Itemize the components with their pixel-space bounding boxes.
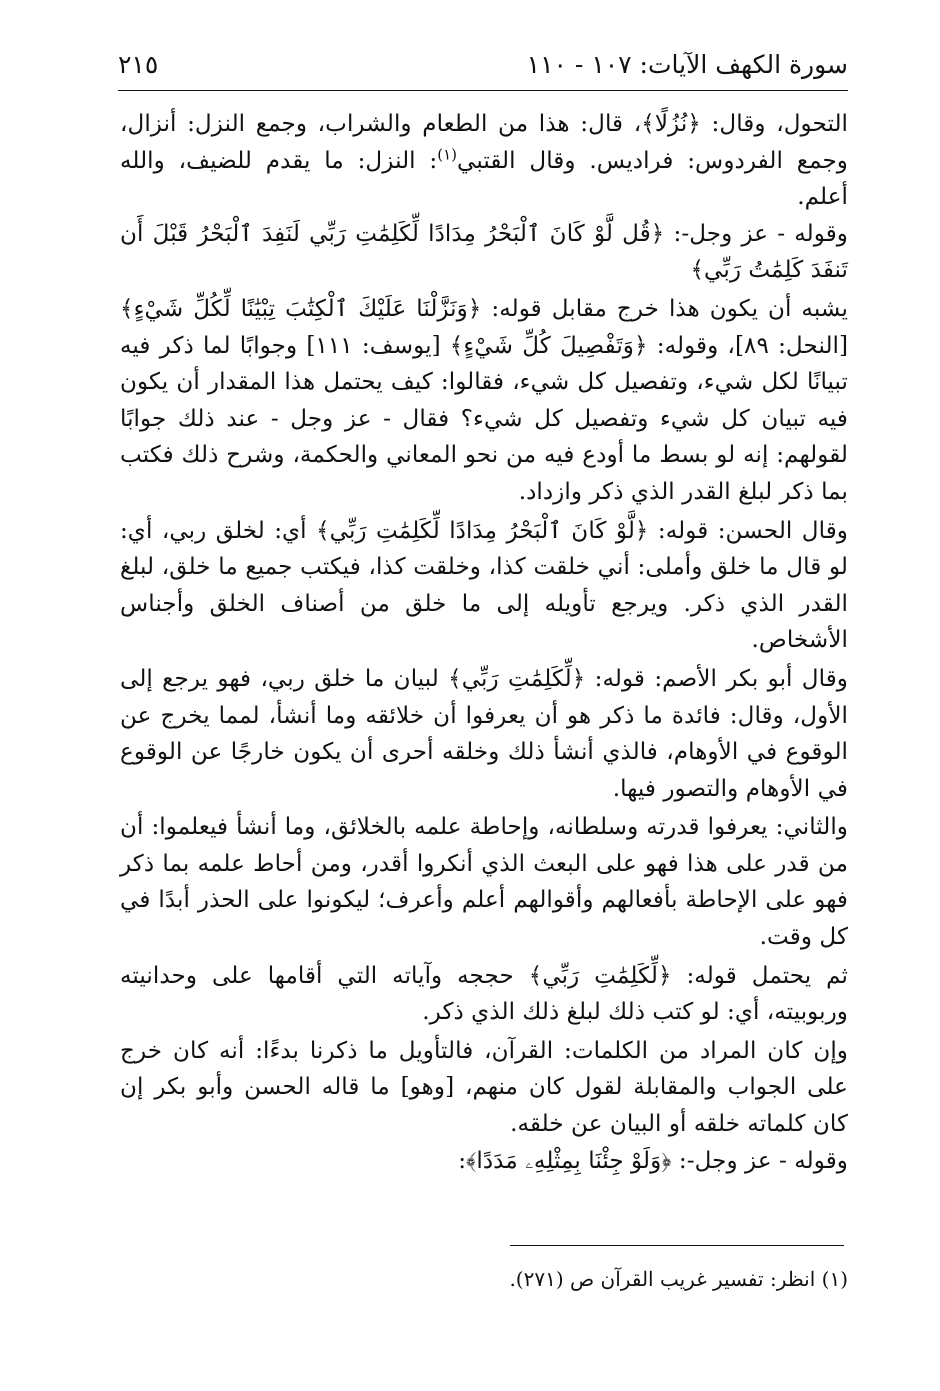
text-run: [يوسف: ١١١] وجوابًا لما ذكر فيه تبيانًا لكل شيء، وتفصيل كل شيء، فقالوا: كيف يحتمل هذا المقدار أن يكون فيه تبيان كل شيء وتفصيل كل شيء؟ فقال - عز وجل - عند ذلك جوابًا لقولهم: إنه لو بسط ما أودع فيه من نحو المعاني والحكمة، وشرح ذلك فكتب بما ذكر لبلغ القدر الذي ذكر وازداد. xyxy=(120,331,848,505)
text-run: التحول، وقال: xyxy=(700,110,848,137)
paragraph xyxy=(120,1033,848,1143)
paragraph xyxy=(120,513,848,659)
text-run: : النزل: ما يقدم للضيف، والله أعلم. xyxy=(120,146,848,211)
quran-verse: ﴿لِّكَلِمَٰتِ رَبِّي﴾ xyxy=(528,961,672,989)
paragraph xyxy=(120,291,848,511)
main-text xyxy=(120,106,848,1179)
paragraph xyxy=(120,809,848,955)
paragraph xyxy=(120,1143,848,1180)
text-run: وقال الحسن: قوله: xyxy=(648,516,848,544)
text-run: ، قال: هذا من الطعام والشراب، وجمع النزل: أنزال، وجمع الفردوس: فراديس. وقال القتبي xyxy=(120,110,849,174)
quran-verse: ﴿قُل لَّوْ كَانَ ٱلْبَحْرُ مِدَادًا لِّكَلِمَٰتِ رَبِّي لَنَفِدَ ٱلْبَحْرُ قَبْلَ أَن تَنفَدَ كَلِمَٰتُ رَبِّي﴾ xyxy=(120,219,848,284)
text-run: وقوله - عز وجل-: xyxy=(664,219,848,247)
quran-verse: ﴿نُزُلًا﴾ xyxy=(641,110,701,137)
text-run: وقوله - عز وجل-: xyxy=(671,1146,848,1174)
page-number: ٢١٥ xyxy=(118,50,159,79)
paragraph xyxy=(120,216,848,289)
page-header xyxy=(118,48,848,88)
text-run: يشبه أن يكون هذا خرج مقابل قوله: xyxy=(481,294,848,322)
header-divider xyxy=(118,90,848,91)
surah-title: سورة الكهف الآيات: ١٠٧ - ١١٠ xyxy=(526,50,848,79)
text-run: وإن كان المراد من الكلمات: القرآن، فالتأويل ما ذكرنا بدءًا: أنه كان خرج على الجواب والمقابلة لقول كان منهم، [وهو] ما قاله الحسن وأبو بكر إن كان كلماته خلقه أو البيان عن خلقه. xyxy=(120,1036,848,1138)
quran-verse: ﴿وَتَفْصِيلَ كُلِّ شَيْءٍ﴾ xyxy=(449,331,648,359)
text-run: حججه وآياته التي أقامها على وحدانيته وربوبيته، أي: لو كتب ذلك لبلغ ذلك الذي ذكر. xyxy=(120,961,848,1026)
footnote: (١) انظر: تفسير غريب القرآن ص (٢٧١). xyxy=(509,1267,848,1291)
quran-verse: ﴿وَلَوْ جِئْنَا بِمِثْلِهِۦ مَدَدًا﴾ xyxy=(466,1146,672,1174)
text-run: أي: لخلق ربي، أي: لو قال ما خلق وأملى: أني خلقت كذا، وخلقت كذا، فيكتب جميع ما خلق، لبلغ القدر الذي ذكر. ويرجع تأويله إلى ما خلق من أصناف الخلق وأجناس الأشخاص. xyxy=(120,516,848,654)
text-run: لبيان ما خلق ربي، فهو يرجع إلى الأول، وقال: فائدة ما ذكر هو أن يعرفوا أن خلائقه وما أنشأ، لمما يخرج عن الوقوع في الأوهام، فالذي أنشأ ذلك وخلقه أحرى أن يكون خارجًا عن الوقوع في الأوهام والتصور فيها. xyxy=(120,664,848,802)
text-run: : xyxy=(458,1146,467,1174)
text-run: وقال أبو بكر الأصم: قوله: xyxy=(585,664,848,692)
paragraph xyxy=(120,106,848,216)
paragraph xyxy=(120,958,848,1031)
text-run: [النحل: ٨٩]، وقوله: xyxy=(647,331,849,359)
quran-verse: ﴿لِّكَلِمَٰتِ رَبِّي﴾ xyxy=(448,664,586,692)
text-run: والثاني: يعرفوا قدرته وسلطانه، وإحاطة علمه بالخلائق، وما أنشأ فيعلموا: أن من قدر على هذا فهو على البعث الذي أنكروا أقدر، ومن أحاط علمه بما ذكر فهو على الإحاطة بأفعالهم وأقوالهم أعلم وأعرف؛ ليكونوا على الحذر أبدًا في كل وقت. xyxy=(120,813,848,951)
quran-verse: ﴿لَّوْ كَانَ ٱلْبَحْرُ مِدَادًا لِّكَلِمَٰتِ رَبِّي﴾ xyxy=(316,516,649,544)
paragraph xyxy=(120,661,848,807)
footnote-divider xyxy=(510,1245,844,1246)
quran-verse: ﴿وَنَزَّلْنَا عَلَيْكَ ٱلْكِتَٰبَ تِبْيَٰنًا لِّكُلِّ شَيْءٍ﴾ xyxy=(120,294,482,322)
text-run: ثم يحتمل قوله: xyxy=(671,961,848,989)
footnote-ref: (١) xyxy=(437,144,457,163)
